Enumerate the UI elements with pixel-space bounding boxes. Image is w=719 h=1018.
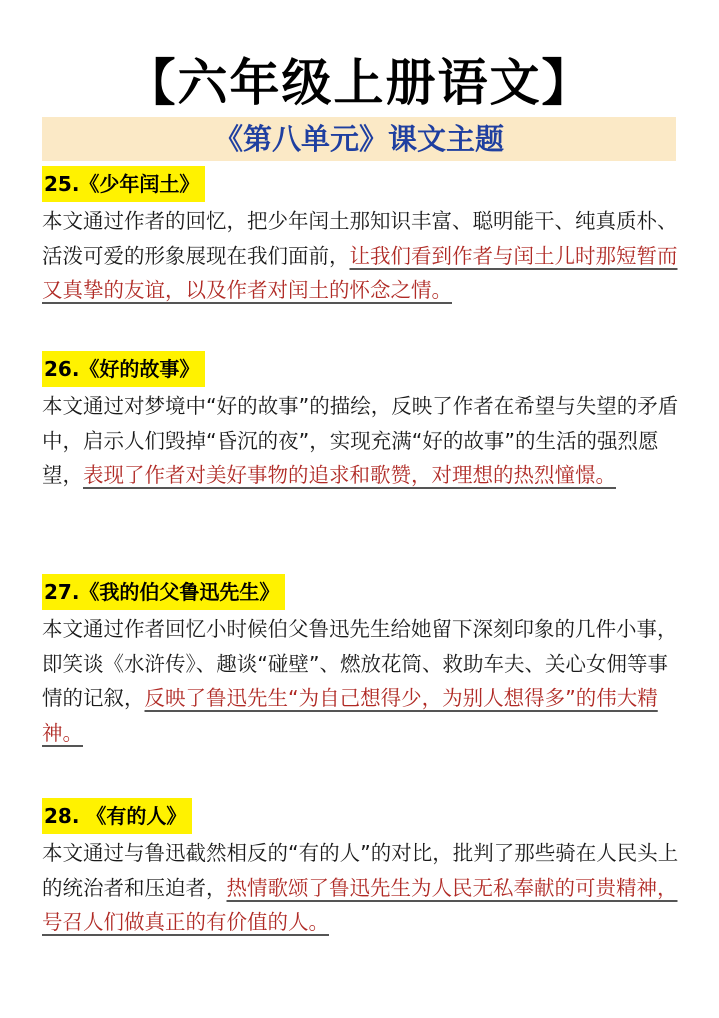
summary-highlight: 表现了作者对美好事物的追求和歌赞，对理想的热烈憧憬。 xyxy=(83,463,616,487)
lesson-summary-27 xyxy=(42,612,682,750)
lesson-section-25 xyxy=(42,166,682,308)
lesson-title-27: 27.《我的伯父鲁迅先生》 xyxy=(42,574,285,610)
lesson-summary-28 xyxy=(42,836,682,940)
lesson-title-25: 25.《少年闰土》 xyxy=(42,166,205,202)
summary-text: 本文通过作者回忆小时候伯父鲁迅先生给她留下深刻印象的几件小事，即笑谈《水浒传》、趣谈“碰壁”、燃放花筒、救助车夫、关心女佣等事情的记叙， xyxy=(42,617,678,710)
lesson-section-27 xyxy=(42,574,682,750)
page-title: 【六年级上册语文】 xyxy=(125,53,594,112)
lesson-section-26 xyxy=(42,351,682,493)
summary-text: 本文通过作者的回忆，把少年闰土那知识丰富、聪明能干、纯真质朴、活泼可爱的形象展现在我们面前， xyxy=(42,209,678,268)
summary-text: 本文通过与鲁迅截然相反的“有的人”的对比，批判了那些骑在人民头上的统治者和压迫者， xyxy=(42,841,679,900)
summary-highlight: 热情歌颂了鲁迅先生为人民无私奉献的可贵精神，号召人们做真正的有价值的人。 xyxy=(42,875,678,934)
lesson-section-28 xyxy=(42,798,682,940)
summary-text: 本文通过对梦境中“好的故事”的描绘，反映了作者在希望与失望的矛盾中，启示人们毁掉“昏沉的夜”，实现充满“好的故事”的生活的强烈愿望， xyxy=(42,394,679,487)
lesson-title-28: 28. 《有的人》 xyxy=(42,798,192,834)
lesson-summary-25 xyxy=(42,204,682,308)
summary-highlight: 让我们看到作者与闰土儿时那短暂而又真挚的友谊，以及作者对闰土的怀念之情。 xyxy=(42,243,678,302)
unit-subtitle: 《第八单元》课文主题 xyxy=(42,117,676,161)
summary-highlight: 反映了鲁迅先生“为自己想得少，为别人想得多”的伟大精神。 xyxy=(42,686,658,745)
lesson-title-26: 26.《好的故事》 xyxy=(42,351,205,387)
lesson-summary-26 xyxy=(42,389,682,493)
